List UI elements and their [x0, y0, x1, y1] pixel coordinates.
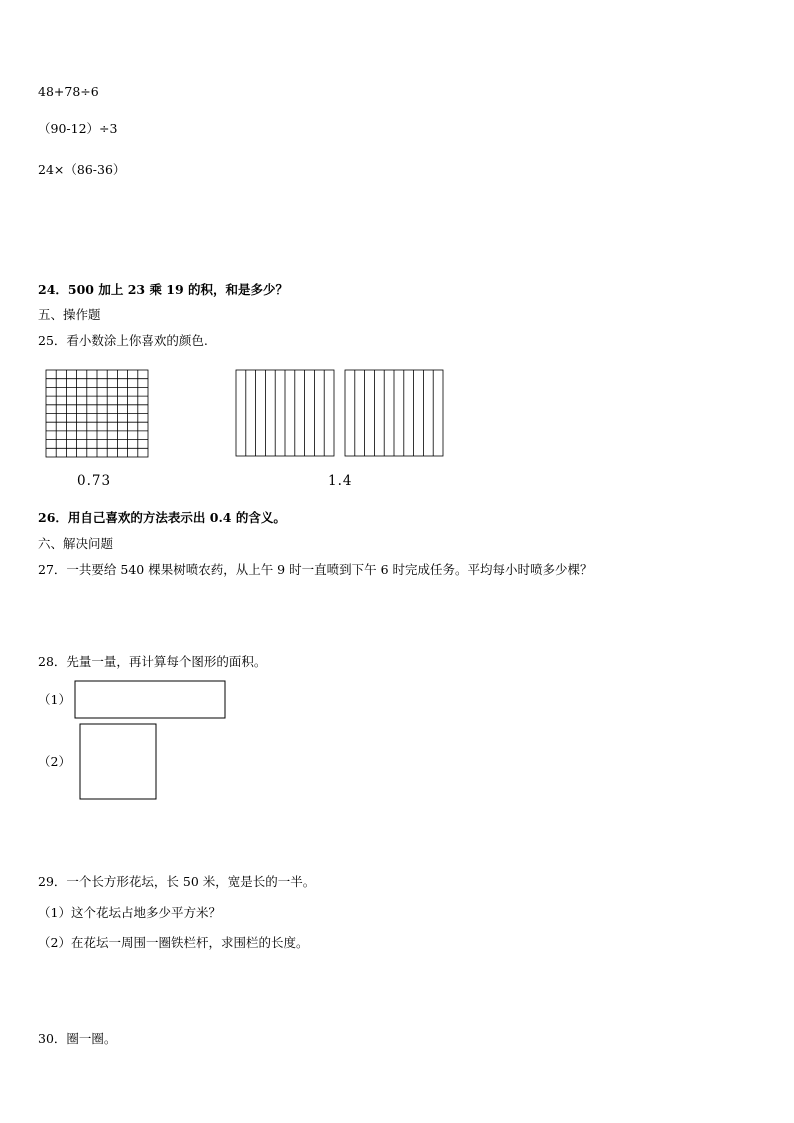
- tenths-strips-right: [345, 370, 443, 456]
- rectangle-shape: [75, 681, 225, 718]
- expression-3: 24×（86-36）: [38, 162, 126, 177]
- question-29: 29．一个长方形花坛，长 50 米，宽是长的一半。: [38, 874, 316, 889]
- square-shape: [80, 724, 156, 799]
- question-28: 28．先量一量，再计算每个图形的面积。: [38, 654, 267, 669]
- item-1-label: （1）: [38, 692, 71, 707]
- expression-2: （90-12）÷3: [38, 121, 118, 136]
- label-0-73: 0.73: [77, 473, 112, 489]
- expression-1: 48+78÷6: [38, 84, 99, 99]
- tenths-strips-left: [236, 370, 334, 456]
- question-24: 24．500 加上 23 乘 19 的积，和是多少？: [38, 282, 289, 297]
- question-30: 30．圈一圈。: [38, 1031, 117, 1046]
- hundred-grid: [46, 370, 148, 457]
- section-6-heading: 六、解决问题: [38, 536, 114, 551]
- question-29-part-1: （1）这个花坛占地多少平方米？: [38, 905, 221, 920]
- question-26: 26．用自己喜欢的方法表示出 0.4 的含义。: [38, 510, 286, 525]
- item-2-label: （2）: [38, 754, 71, 769]
- question-27: 27．一共要给 540 棵果树喷农药，从上午 9 时一直喷到下午 6 时完成任务。平均每小时喷多少棵？: [38, 562, 593, 577]
- question-29-part-2: （2）在花坛一周围一圈铁栏杆，求围栏的长度。: [38, 935, 309, 950]
- section-5-heading: 五、操作题: [38, 307, 101, 322]
- label-1-4: 1.4: [328, 473, 353, 489]
- question-25: 25．看小数涂上你喜欢的颜色.: [38, 333, 208, 348]
